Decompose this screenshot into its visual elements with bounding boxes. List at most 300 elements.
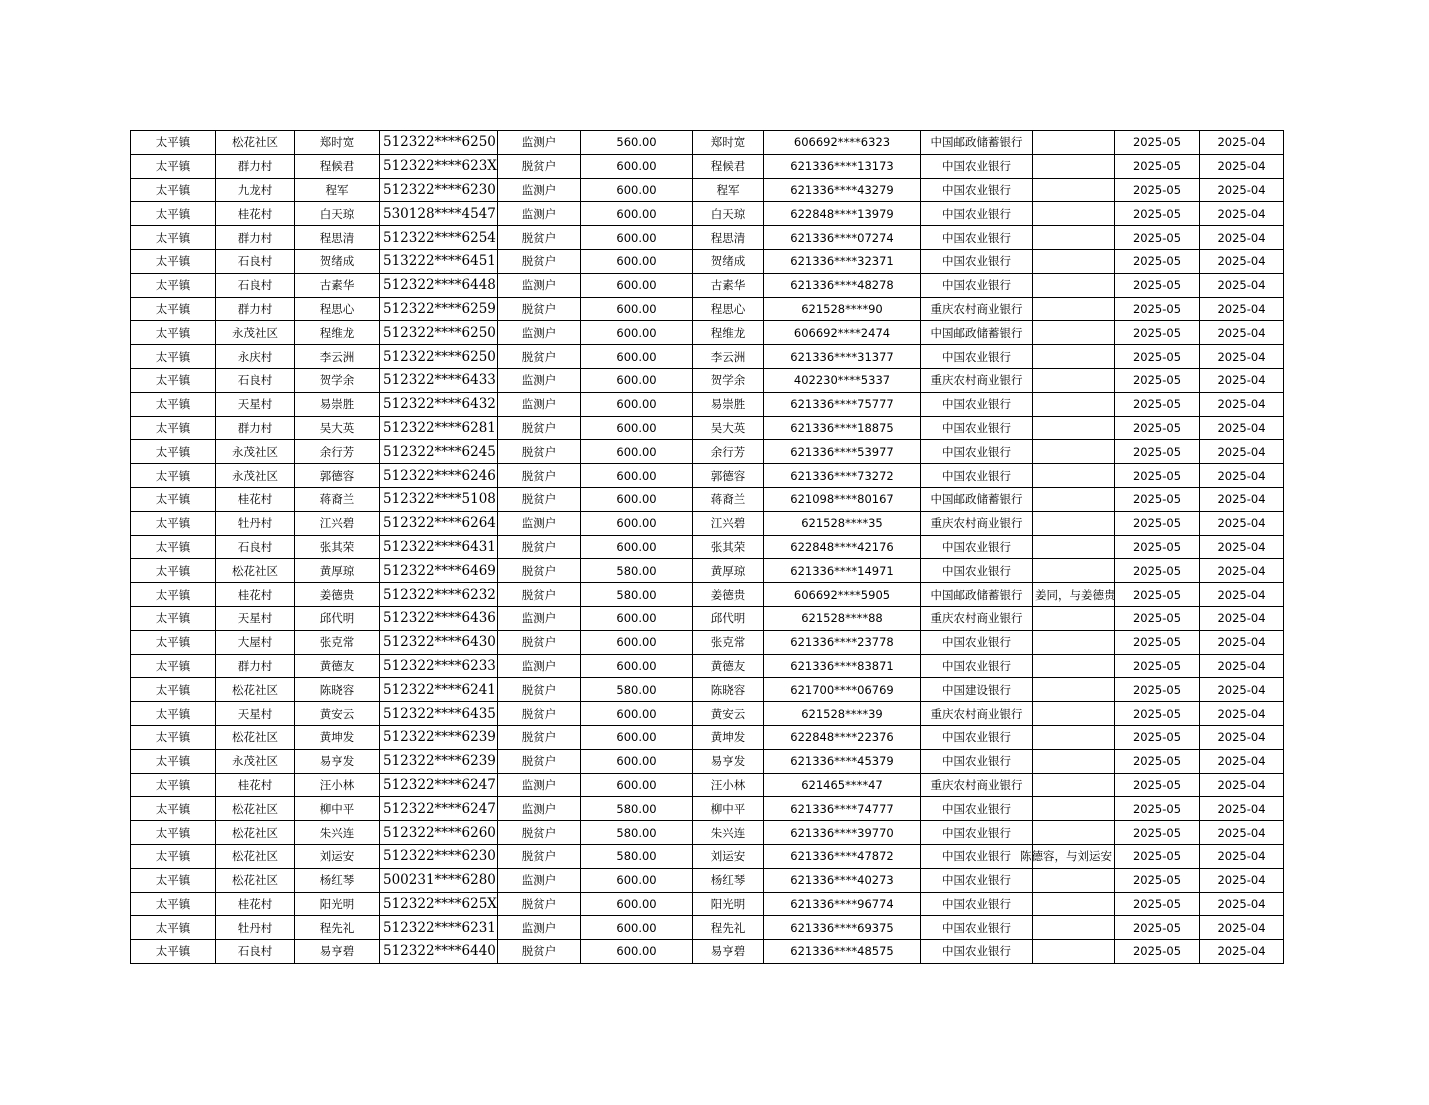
table-row (131, 844, 1284, 868)
account-holder-cell: 余行芳 (693, 440, 764, 464)
bank-cell: 中国农业银行 (921, 725, 1033, 749)
amount-cell: 600.00 (581, 416, 693, 440)
village-cell: 牡丹村 (216, 916, 295, 940)
account-number-cell: 621336****73272 (764, 464, 921, 488)
account-number-cell: 606692****2474 (764, 321, 921, 345)
village-cell: 群力村 (216, 416, 295, 440)
name-cell: 程军 (295, 178, 380, 202)
village-cell: 群力村 (216, 654, 295, 678)
village-cell: 松花社区 (216, 797, 295, 821)
id-number-cell: 512322****6436 (380, 606, 498, 630)
id-number-cell: 512322****6247 (380, 773, 498, 797)
note-cell (1033, 392, 1115, 416)
bank-cell: 重庆农村商业银行 (921, 773, 1033, 797)
town-cell: 太平镇 (131, 321, 216, 345)
note-cell (1033, 868, 1115, 892)
town-cell: 太平镇 (131, 535, 216, 559)
issue-month-cell: 2025-05 (1115, 678, 1200, 702)
period-cell: 2025-04 (1200, 249, 1284, 273)
account-number-cell: 621336****47872 (764, 844, 921, 868)
town-cell: 太平镇 (131, 725, 216, 749)
table-row (131, 392, 1284, 416)
village-cell: 桂花村 (216, 202, 295, 226)
village-cell: 桂花村 (216, 773, 295, 797)
account-holder-cell: 黄安云 (693, 702, 764, 726)
village-cell: 石良村 (216, 273, 295, 297)
issue-month-cell: 2025-05 (1115, 654, 1200, 678)
household-type-cell: 脱贫户 (498, 678, 581, 702)
name-cell: 古素华 (295, 273, 380, 297)
account-holder-cell: 杨红琴 (693, 868, 764, 892)
issue-month-cell: 2025-05 (1115, 892, 1200, 916)
id-number-cell: 512322****6246 (380, 464, 498, 488)
issue-month-cell: 2025-05 (1115, 368, 1200, 392)
household-type-cell: 监测户 (498, 868, 581, 892)
table-row (131, 273, 1284, 297)
table-row (131, 345, 1284, 369)
account-number-cell: 621336****74777 (764, 797, 921, 821)
town-cell: 太平镇 (131, 487, 216, 511)
household-type-cell: 脱贫户 (498, 559, 581, 583)
period-cell: 2025-04 (1200, 511, 1284, 535)
town-cell: 太平镇 (131, 892, 216, 916)
id-number-cell: 512322****6239 (380, 725, 498, 749)
amount-cell: 600.00 (581, 464, 693, 488)
bank-cell: 中国农业银行 (921, 345, 1033, 369)
town-cell: 太平镇 (131, 868, 216, 892)
town-cell: 太平镇 (131, 440, 216, 464)
name-cell: 刘运安 (295, 844, 380, 868)
table-row (131, 440, 1284, 464)
name-cell: 黄坤发 (295, 725, 380, 749)
name-cell: 吴大英 (295, 416, 380, 440)
table-row (131, 583, 1284, 607)
town-cell: 太平镇 (131, 773, 216, 797)
village-cell: 永茂社区 (216, 749, 295, 773)
village-cell: 天星村 (216, 392, 295, 416)
account-holder-cell: 张其荣 (693, 535, 764, 559)
village-cell: 桂花村 (216, 583, 295, 607)
account-holder-cell: 朱兴连 (693, 821, 764, 845)
account-holder-cell: 程思心 (693, 297, 764, 321)
account-holder-cell: 贺绪成 (693, 249, 764, 273)
amount-cell: 600.00 (581, 226, 693, 250)
id-number-cell: 512322****6230 (380, 178, 498, 202)
bank-cell: 中国农业银行 (921, 892, 1033, 916)
village-cell: 永茂社区 (216, 464, 295, 488)
period-cell: 2025-04 (1200, 725, 1284, 749)
issue-month-cell: 2025-05 (1115, 345, 1200, 369)
id-number-cell: 512322****6440 (380, 940, 498, 964)
village-cell: 群力村 (216, 226, 295, 250)
note-cell (1033, 797, 1115, 821)
period-cell: 2025-04 (1200, 940, 1284, 964)
period-cell: 2025-04 (1200, 321, 1284, 345)
town-cell: 太平镇 (131, 226, 216, 250)
name-cell: 黄德友 (295, 654, 380, 678)
bank-cell: 中国农业银行 (921, 749, 1033, 773)
village-cell: 群力村 (216, 154, 295, 178)
id-number-cell: 512322****6281 (380, 416, 498, 440)
town-cell: 太平镇 (131, 368, 216, 392)
id-number-cell: 512322****6448 (380, 273, 498, 297)
town-cell: 太平镇 (131, 749, 216, 773)
issue-month-cell: 2025-05 (1115, 725, 1200, 749)
note-cell (1033, 321, 1115, 345)
period-cell: 2025-04 (1200, 916, 1284, 940)
account-number-cell: 621336****83871 (764, 654, 921, 678)
account-number-cell: 621336****48575 (764, 940, 921, 964)
bank-cell: 重庆农村商业银行 (921, 297, 1033, 321)
name-cell: 余行芳 (295, 440, 380, 464)
note-cell (1033, 416, 1115, 440)
village-cell: 石良村 (216, 368, 295, 392)
note-cell (1033, 630, 1115, 654)
village-cell: 永庆村 (216, 345, 295, 369)
village-cell: 石良村 (216, 940, 295, 964)
account-holder-cell: 姜德贵 (693, 583, 764, 607)
period-cell: 2025-04 (1200, 297, 1284, 321)
note-cell (1033, 749, 1115, 773)
account-number-cell: 621336****96774 (764, 892, 921, 916)
issue-month-cell: 2025-05 (1115, 511, 1200, 535)
town-cell: 太平镇 (131, 131, 216, 155)
town-cell: 太平镇 (131, 821, 216, 845)
issue-month-cell: 2025-05 (1115, 559, 1200, 583)
household-type-cell: 监测户 (498, 273, 581, 297)
id-number-cell: 512322****6435 (380, 702, 498, 726)
issue-month-cell: 2025-05 (1115, 940, 1200, 964)
note-cell (1033, 249, 1115, 273)
household-type-cell: 脱贫户 (498, 464, 581, 488)
note-cell (1033, 654, 1115, 678)
issue-month-cell: 2025-05 (1115, 844, 1200, 868)
account-number-cell: 621336****53977 (764, 440, 921, 464)
amount-cell: 600.00 (581, 511, 693, 535)
account-holder-cell: 刘运安 (693, 844, 764, 868)
village-cell: 石良村 (216, 535, 295, 559)
note-cell: 陈德容，与刘运安 (1033, 844, 1115, 868)
amount-cell: 580.00 (581, 797, 693, 821)
amount-cell: 580.00 (581, 844, 693, 868)
bank-cell: 中国农业银行 (921, 226, 1033, 250)
account-number-cell: 622848****13979 (764, 202, 921, 226)
table-row (131, 321, 1284, 345)
name-cell: 程候君 (295, 154, 380, 178)
period-cell: 2025-04 (1200, 773, 1284, 797)
amount-cell: 580.00 (581, 583, 693, 607)
table-row (131, 297, 1284, 321)
period-cell: 2025-04 (1200, 749, 1284, 773)
note-cell (1033, 678, 1115, 702)
note-cell (1033, 202, 1115, 226)
amount-cell: 600.00 (581, 868, 693, 892)
town-cell: 太平镇 (131, 464, 216, 488)
town-cell: 太平镇 (131, 178, 216, 202)
household-type-cell: 监测户 (498, 606, 581, 630)
name-cell: 张克常 (295, 630, 380, 654)
issue-month-cell: 2025-05 (1115, 273, 1200, 297)
village-cell: 牡丹村 (216, 511, 295, 535)
village-cell: 大屋村 (216, 630, 295, 654)
id-number-cell: 512322****6264 (380, 511, 498, 535)
issue-month-cell: 2025-05 (1115, 773, 1200, 797)
bank-cell: 中国农业银行 (921, 559, 1033, 583)
note-cell (1033, 440, 1115, 464)
issue-month-cell: 2025-05 (1115, 868, 1200, 892)
account-number-cell: 621528****90 (764, 297, 921, 321)
name-cell: 黄厚琼 (295, 559, 380, 583)
note-cell (1033, 154, 1115, 178)
household-type-cell: 脱贫户 (498, 630, 581, 654)
id-number-cell: 512322****6247 (380, 797, 498, 821)
town-cell: 太平镇 (131, 606, 216, 630)
id-number-cell: 512322****6250 (380, 131, 498, 155)
name-cell: 汪小林 (295, 773, 380, 797)
id-number-cell: 512322****623X (380, 154, 498, 178)
issue-month-cell: 2025-05 (1115, 131, 1200, 155)
bank-cell: 重庆农村商业银行 (921, 368, 1033, 392)
account-holder-cell: 黄坤发 (693, 725, 764, 749)
household-type-cell: 监测户 (498, 202, 581, 226)
account-number-cell: 621336****31377 (764, 345, 921, 369)
household-type-cell: 脱贫户 (498, 416, 581, 440)
account-number-cell: 621098****80167 (764, 487, 921, 511)
note-cell (1033, 821, 1115, 845)
table-row (131, 464, 1284, 488)
period-cell: 2025-04 (1200, 678, 1284, 702)
account-holder-cell: 易亨碧 (693, 940, 764, 964)
bank-cell: 中国农业银行 (921, 154, 1033, 178)
account-holder-cell: 邱代明 (693, 606, 764, 630)
issue-month-cell: 2025-05 (1115, 297, 1200, 321)
bank-cell: 中国邮政储蓄银行 (921, 487, 1033, 511)
account-holder-cell: 易崇胜 (693, 392, 764, 416)
town-cell: 太平镇 (131, 154, 216, 178)
bank-cell: 中国建设银行 (921, 678, 1033, 702)
account-number-cell: 621336****69375 (764, 916, 921, 940)
village-cell: 天星村 (216, 606, 295, 630)
id-number-cell: 512322****6239 (380, 749, 498, 773)
note-cell (1033, 487, 1115, 511)
account-number-cell: 621336****75777 (764, 392, 921, 416)
village-cell: 松花社区 (216, 821, 295, 845)
note-cell (1033, 559, 1115, 583)
amount-cell: 600.00 (581, 345, 693, 369)
household-type-cell: 脱贫户 (498, 844, 581, 868)
note-cell (1033, 606, 1115, 630)
amount-cell: 600.00 (581, 702, 693, 726)
account-number-cell: 606692****5905 (764, 583, 921, 607)
period-cell: 2025-04 (1200, 654, 1284, 678)
account-holder-cell: 柳中平 (693, 797, 764, 821)
village-cell: 天星村 (216, 702, 295, 726)
note-cell (1033, 178, 1115, 202)
period-cell: 2025-04 (1200, 559, 1284, 583)
bank-cell: 重庆农村商业银行 (921, 511, 1033, 535)
table-row (131, 797, 1284, 821)
issue-month-cell: 2025-05 (1115, 321, 1200, 345)
issue-month-cell: 2025-05 (1115, 916, 1200, 940)
town-cell: 太平镇 (131, 273, 216, 297)
table-row (131, 868, 1284, 892)
note-cell (1033, 226, 1115, 250)
beneficiary-table (130, 130, 1284, 964)
note-cell (1033, 131, 1115, 155)
issue-month-cell: 2025-05 (1115, 535, 1200, 559)
household-type-cell: 脱贫户 (498, 725, 581, 749)
period-cell: 2025-04 (1200, 535, 1284, 559)
note-cell (1033, 464, 1115, 488)
village-cell: 永茂社区 (216, 440, 295, 464)
note-cell (1033, 345, 1115, 369)
name-cell: 邱代明 (295, 606, 380, 630)
town-cell: 太平镇 (131, 202, 216, 226)
period-cell: 2025-04 (1200, 416, 1284, 440)
village-cell: 松花社区 (216, 844, 295, 868)
village-cell: 松花社区 (216, 868, 295, 892)
note-cell (1033, 892, 1115, 916)
bank-cell: 中国邮政储蓄银行 (921, 131, 1033, 155)
household-type-cell: 脱贫户 (498, 583, 581, 607)
account-holder-cell: 李云洲 (693, 345, 764, 369)
amount-cell: 600.00 (581, 749, 693, 773)
period-cell: 2025-04 (1200, 440, 1284, 464)
id-number-cell: 512322****6241 (380, 678, 498, 702)
household-type-cell: 监测户 (498, 511, 581, 535)
amount-cell: 600.00 (581, 916, 693, 940)
bank-cell: 中国农业银行 (921, 535, 1033, 559)
table-row (131, 725, 1284, 749)
bank-cell: 中国农业银行 (921, 392, 1033, 416)
household-type-cell: 脱贫户 (498, 535, 581, 559)
village-cell: 永茂社区 (216, 321, 295, 345)
account-number-cell: 621336****13173 (764, 154, 921, 178)
period-cell: 2025-04 (1200, 131, 1284, 155)
id-number-cell: 512322****6431 (380, 535, 498, 559)
account-holder-cell: 黄德友 (693, 654, 764, 678)
town-cell: 太平镇 (131, 511, 216, 535)
amount-cell: 600.00 (581, 392, 693, 416)
table-row (131, 749, 1284, 773)
period-cell: 2025-04 (1200, 583, 1284, 607)
household-type-cell: 脱贫户 (498, 440, 581, 464)
account-holder-cell: 程先礼 (693, 916, 764, 940)
period-cell: 2025-04 (1200, 392, 1284, 416)
id-number-cell: 530128****4547 (380, 202, 498, 226)
table-row (131, 892, 1284, 916)
town-cell: 太平镇 (131, 297, 216, 321)
household-type-cell: 脱贫户 (498, 487, 581, 511)
bank-cell: 重庆农村商业银行 (921, 702, 1033, 726)
household-type-cell: 监测户 (498, 773, 581, 797)
period-cell: 2025-04 (1200, 464, 1284, 488)
name-cell: 阳光明 (295, 892, 380, 916)
account-holder-cell: 易亨发 (693, 749, 764, 773)
period-cell: 2025-04 (1200, 487, 1284, 511)
account-holder-cell: 蒋裔兰 (693, 487, 764, 511)
amount-cell: 600.00 (581, 440, 693, 464)
account-number-cell: 621336****23778 (764, 630, 921, 654)
table-row (131, 535, 1284, 559)
account-number-cell: 402230****5337 (764, 368, 921, 392)
account-holder-cell: 郑时宽 (693, 131, 764, 155)
town-cell: 太平镇 (131, 559, 216, 583)
table-row (131, 702, 1284, 726)
id-number-cell: 512322****6254 (380, 226, 498, 250)
table-row (131, 630, 1284, 654)
issue-month-cell: 2025-05 (1115, 797, 1200, 821)
amount-cell: 600.00 (581, 273, 693, 297)
period-cell: 2025-04 (1200, 844, 1284, 868)
issue-month-cell: 2025-05 (1115, 749, 1200, 773)
account-holder-cell: 白天琼 (693, 202, 764, 226)
household-type-cell: 监测户 (498, 178, 581, 202)
name-cell: 杨红琴 (295, 868, 380, 892)
account-number-cell: 621336****48278 (764, 273, 921, 297)
amount-cell: 600.00 (581, 368, 693, 392)
village-cell: 桂花村 (216, 892, 295, 916)
name-cell: 黄安云 (295, 702, 380, 726)
bank-cell: 中国农业银行 (921, 654, 1033, 678)
period-cell: 2025-04 (1200, 273, 1284, 297)
account-number-cell: 622848****22376 (764, 725, 921, 749)
table-row (131, 368, 1284, 392)
account-number-cell: 606692****6323 (764, 131, 921, 155)
table-row (131, 202, 1284, 226)
amount-cell: 600.00 (581, 249, 693, 273)
bank-cell: 中国农业银行 (921, 249, 1033, 273)
id-number-cell: 512322****6233 (380, 654, 498, 678)
account-holder-cell: 古素华 (693, 273, 764, 297)
village-cell: 石良村 (216, 249, 295, 273)
name-cell: 郭德容 (295, 464, 380, 488)
amount-cell: 600.00 (581, 321, 693, 345)
name-cell: 程思心 (295, 297, 380, 321)
town-cell: 太平镇 (131, 249, 216, 273)
household-type-cell: 脱贫户 (498, 249, 581, 273)
village-cell: 松花社区 (216, 725, 295, 749)
amount-cell: 600.00 (581, 892, 693, 916)
account-number-cell: 621336****18875 (764, 416, 921, 440)
bank-cell: 重庆农村商业银行 (921, 606, 1033, 630)
period-cell: 2025-04 (1200, 630, 1284, 654)
household-type-cell: 脱贫户 (498, 702, 581, 726)
note-cell (1033, 535, 1115, 559)
amount-cell: 580.00 (581, 821, 693, 845)
village-cell: 松花社区 (216, 559, 295, 583)
issue-month-cell: 2025-05 (1115, 440, 1200, 464)
town-cell: 太平镇 (131, 392, 216, 416)
id-number-cell: 512322****6231 (380, 916, 498, 940)
period-cell: 2025-04 (1200, 797, 1284, 821)
table-row (131, 654, 1284, 678)
account-holder-cell: 贺学余 (693, 368, 764, 392)
household-type-cell: 脱贫户 (498, 345, 581, 369)
table-row (131, 916, 1284, 940)
name-cell: 程维龙 (295, 321, 380, 345)
name-cell: 陈晓容 (295, 678, 380, 702)
name-cell: 白天琼 (295, 202, 380, 226)
name-cell: 张其荣 (295, 535, 380, 559)
issue-month-cell: 2025-05 (1115, 202, 1200, 226)
id-number-cell: 512322****6433 (380, 368, 498, 392)
village-cell: 桂花村 (216, 487, 295, 511)
bank-cell: 中国农业银行 (921, 844, 1033, 868)
id-number-cell: 512322****6430 (380, 630, 498, 654)
amount-cell: 560.00 (581, 131, 693, 155)
town-cell: 太平镇 (131, 916, 216, 940)
